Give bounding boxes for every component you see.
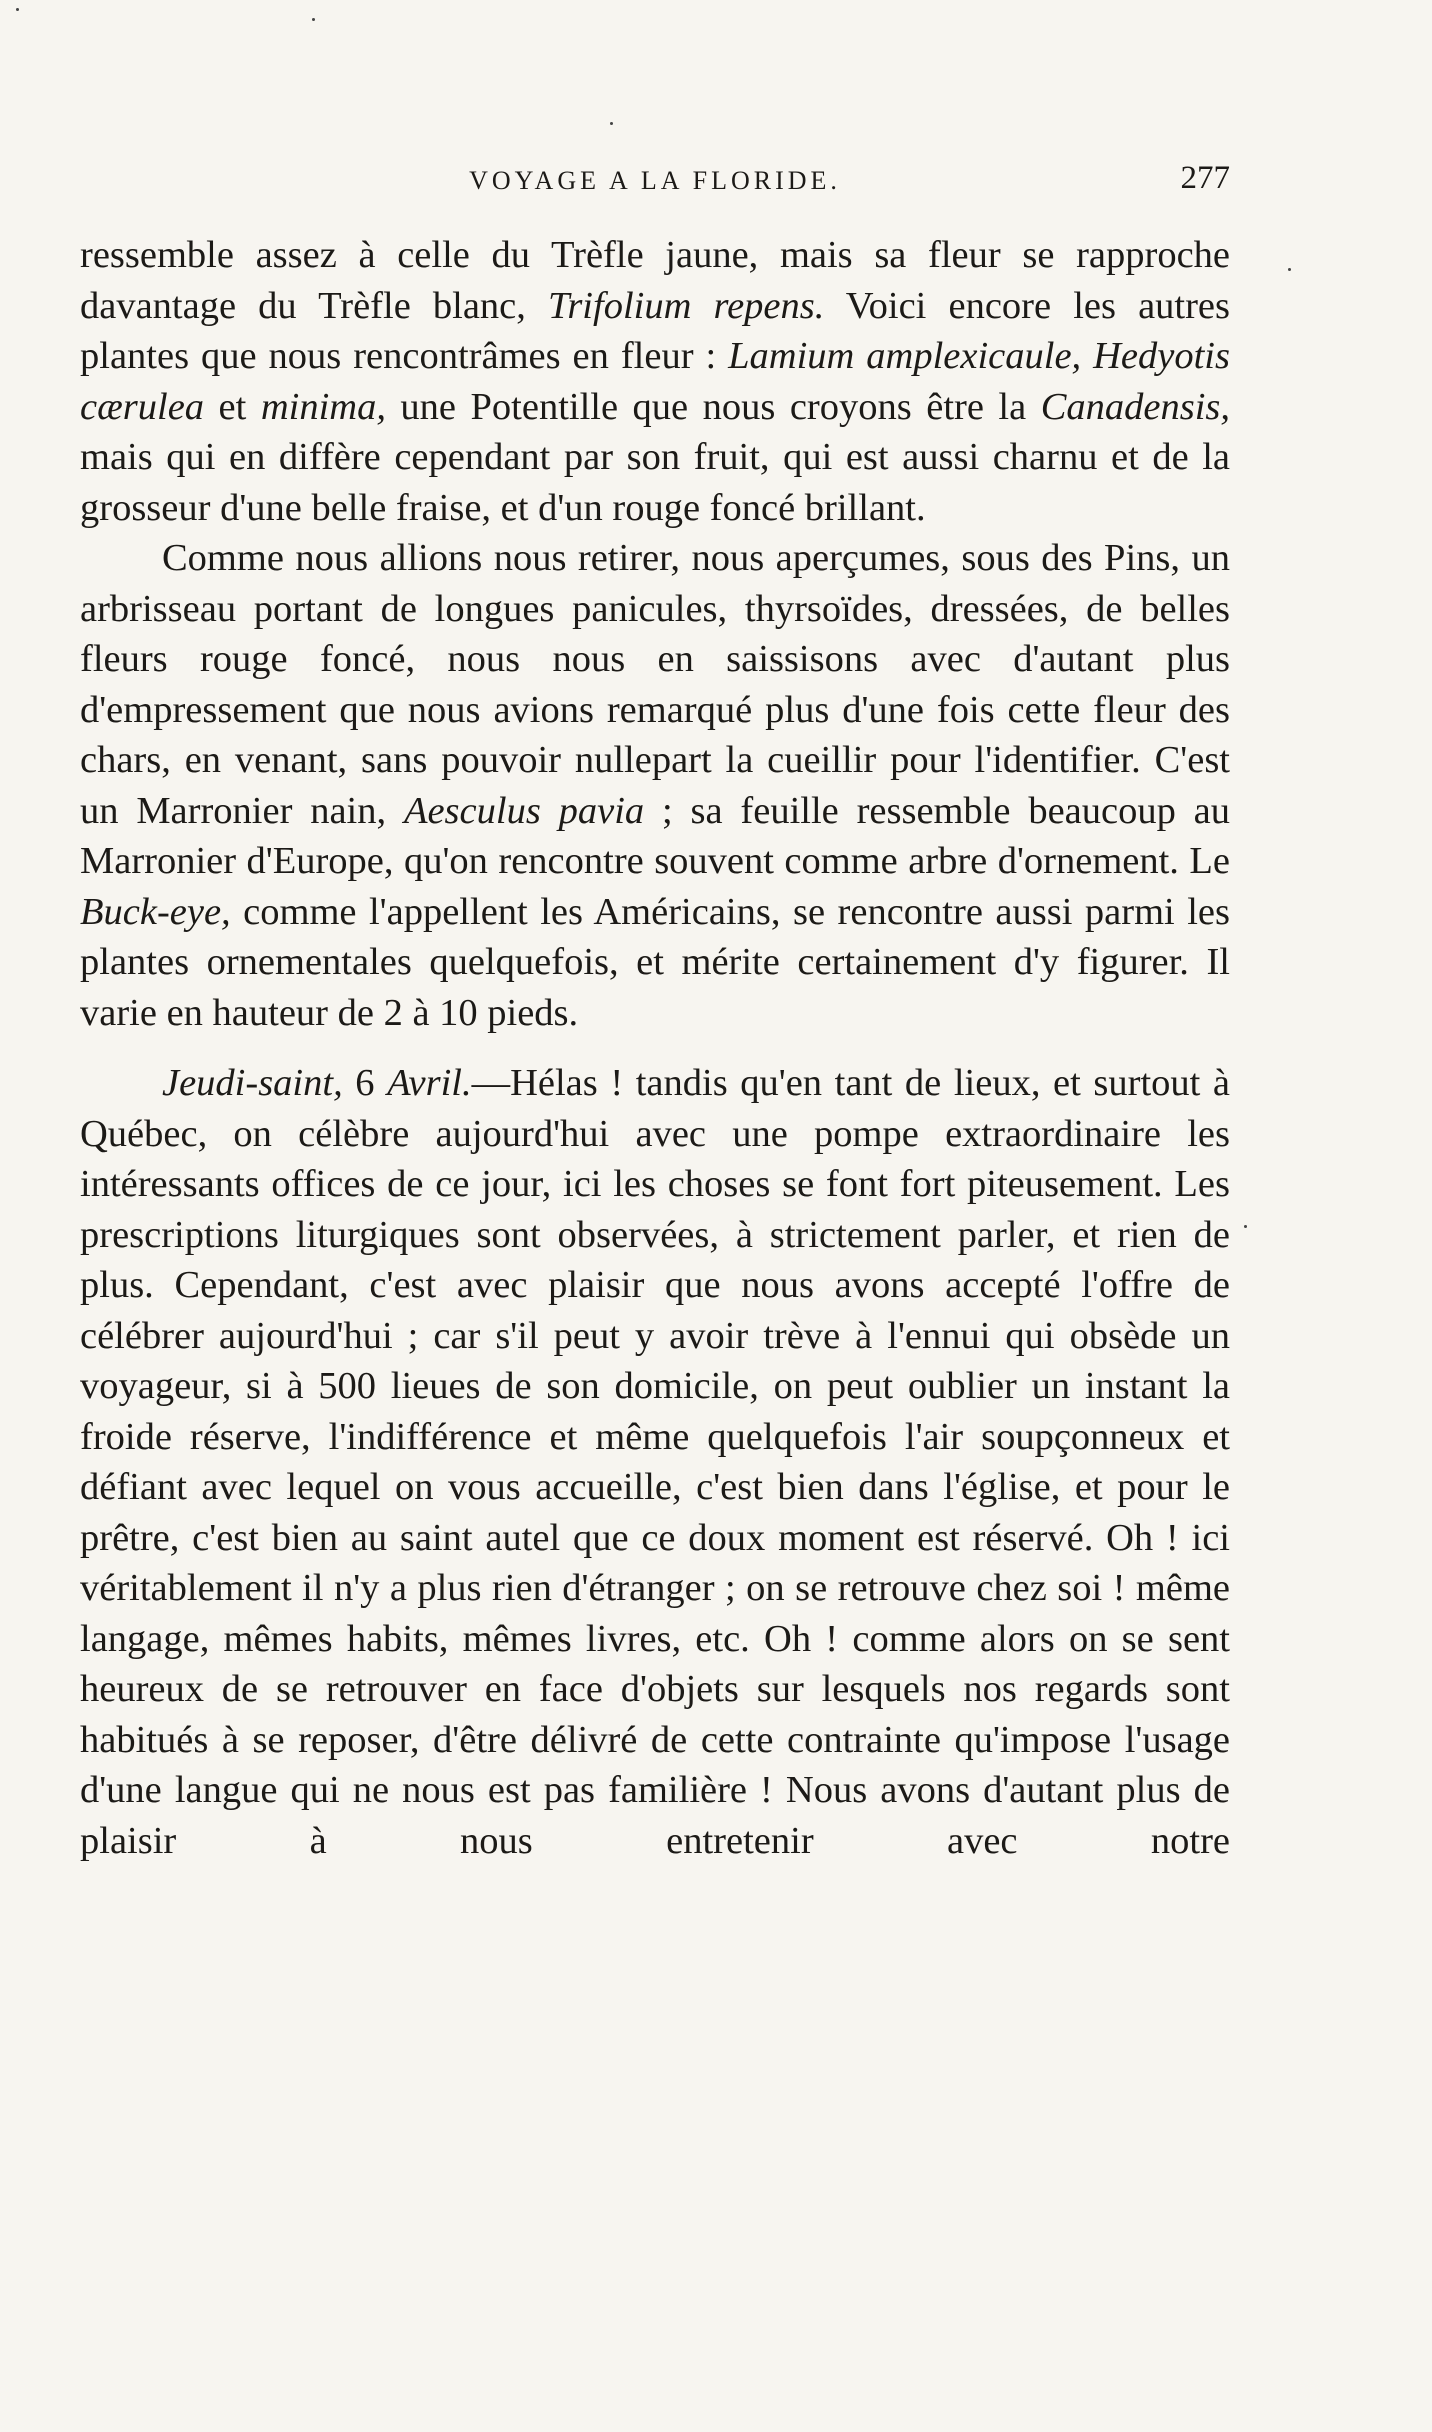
print-speck (1288, 268, 1291, 271)
running-title: VOYAGE A LA FLORIDE. (469, 166, 841, 195)
running-head (80, 160, 1230, 206)
text-run: comme l'appellent les Américains, se rencontre aussi parmi les plantes ornementales quelquefois, et mérite certainement d'y figurer. Il varie en hauteur de 2 à 10 pieds. (80, 890, 1230, 1034)
text-run: mais qui en diffère cependant par son fruit, qui est aussi charnu et de la grosseur d'une belle fraise, et d'un rouge foncé brillant. (80, 436, 1230, 529)
text-run: Voici encore les autres plantes que nous rencontrâmes en fleur : (80, 284, 1231, 377)
print-speck (312, 18, 315, 21)
print-speck (610, 122, 613, 125)
print-speck (1244, 1225, 1247, 1228)
italic-text: Trifolium repens. (548, 284, 825, 327)
italic-text: Canadensis, (1040, 385, 1230, 428)
text-run: —Hélas ! tandis qu'en tant de lieux, et surtout à Québec, on célèbre aujourd'hui avec une pompe extraordinaire les intéressants offices de ce jour, ici les choses se font fort piteusement. Les prescriptions liturgiques sont observées, à strictement parler, et rien de plus. Cependant, c'est avec plaisir que nous avons accepté l'offre de célébrer aujourd'hui ; car s'il peut y avoir trève à l'ennui qui obsède un voyageur, si à 500 lieues de son domicile, on peut oublier un instant la froide réserve, l'indifférence et même quelquefois l'air soupçonneux et défiant avec lequel on vous accueille, c'est bien dans l'église, et pour le prêtre, c'est bien au saint autel que ce doux moment est réservé. Oh ! ici véritablement il n'y a plus rien d'étranger ; on se retrouve chez soi ! même langage, mêmes habits, mêmes livres, etc. Oh ! comme alors on se sent heureux de se retrouver en face d'objets sur lesquels nos regards sont habitués à se reposer, d'être délivré de cette contrainte qu'impose l'usage d'une langue qui ne nous est pas familière ! Nous avons d'autant plus de plaisir à nous entretenir avec notre (80, 1062, 1230, 1862)
body-text (80, 230, 1230, 1866)
text-run: une Potentille que nous croyons être la (385, 385, 1041, 428)
paragraph (80, 533, 1230, 1038)
print-speck (16, 8, 19, 11)
paragraph (80, 1058, 1230, 1866)
text-run: et (204, 385, 261, 428)
italic-text: Jeudi-saint, (162, 1062, 343, 1104)
text-run: ; sa feuille ressemble beaucoup au Marronier d'Europe, qu'on rencontre souvent comme arbre d'ornement. Le (80, 789, 1231, 882)
text-run: Comme nous allions nous retirer, nous aperçumes, sous des Pins, un arbrisseau portant de longues panicules, thyrsoïdes, dressées, de belles fleurs rouge foncé, nous nous en saissisons avec d'autant plus d'empressement que nous avions remarqué plus d'une fois cette fleur des chars, en venant, sans pouvoir nullepart la cueillir pour l'identifier. C'est un Marronier nain, (80, 537, 1230, 832)
italic-text: Buck-eye, (80, 890, 231, 933)
italic-text: minima, (260, 385, 386, 428)
text-run: ressemble assez à celle du Trèfle jaune, mais sa fleur se rapproche davantage du Trèfle blanc, (80, 234, 1230, 327)
paragraph (80, 230, 1230, 533)
text-run: 6 (342, 1062, 388, 1104)
italic-text: Aesculus pavia (403, 789, 645, 832)
italic-text: Lamium amplexicaule, Hedyotis cærulea (80, 335, 1230, 428)
page-number: 277 (1180, 160, 1230, 196)
italic-text: Avril. (387, 1062, 472, 1104)
